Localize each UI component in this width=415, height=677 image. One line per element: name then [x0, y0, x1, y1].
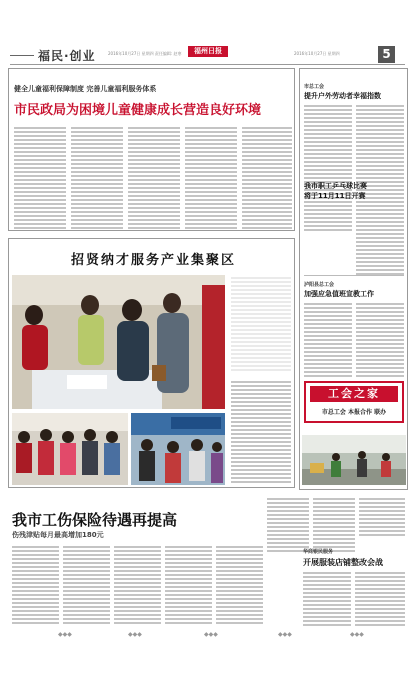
bottom-right-col-1	[303, 570, 351, 626]
right-story2-headline-2: 将于11月11日开赛	[304, 192, 366, 200]
bottom-body-col-6	[267, 496, 309, 554]
bottom-right-col-2	[355, 570, 405, 626]
recruit-story-box	[8, 238, 295, 488]
masthead-date-left: 2016年10月27日 星期四 责任编辑: 赵寒	[108, 51, 182, 56]
masthead-date-right: 2016年10月27日 星期四	[294, 51, 340, 56]
lead-kicker: 健全儿童福利保障制度 完善儿童福利服务体系	[14, 85, 157, 93]
right-story3-col-1	[304, 301, 352, 377]
lead-body-col-3	[128, 125, 180, 229]
right-column-box	[299, 68, 408, 490]
footer-diamond-icon: ◆◆◆	[128, 631, 142, 638]
right-story2-headline-1: 我市职工乒乓球比赛	[304, 182, 367, 190]
union-brand-title: 工会之家	[310, 386, 398, 402]
right-story1-col-1	[304, 103, 352, 233]
union-brand-box	[304, 381, 404, 423]
right-story3-headline: 加强应急值班宣教工作	[304, 290, 374, 298]
footer-diamond-icon: ◆◆◆	[350, 631, 364, 638]
bottom-right-kicker: 华商银民服务	[303, 549, 334, 555]
bottom-body-col-1	[12, 544, 59, 624]
lead-body-col-5	[242, 125, 292, 229]
recruit-sidebar-text	[231, 275, 291, 371]
bottom-body-col-3	[114, 544, 161, 624]
bottom-subhead: 伤残津贴每月最高增加180元	[12, 531, 104, 539]
masthead-divider	[10, 64, 405, 65]
right-story2-col-2	[356, 203, 404, 275]
recruit-photo-booth-image	[131, 413, 225, 485]
right-story1-kicker: 市总工会	[304, 84, 325, 90]
lead-body-col-4	[185, 125, 237, 229]
right-story3-col-2	[356, 301, 404, 377]
recruit-main-photo	[12, 275, 225, 409]
bottom-headline: 我市工伤保险待遇再提高	[12, 511, 178, 529]
right-outdoor-photo	[302, 435, 406, 485]
right-col-divider	[304, 275, 404, 276]
bottom-right-headline: 开展服装店铺整改会战	[303, 558, 383, 567]
masthead-rule-left	[10, 55, 34, 56]
bottom-body-col-5	[216, 544, 263, 624]
right-outdoor-photo-image	[302, 435, 406, 485]
section-title: 福民·创业	[38, 49, 96, 63]
union-brand-subtitle: 市总工会 本报合作 联办	[321, 409, 387, 416]
bottom-body-col-7	[313, 496, 355, 554]
page-number: 5	[378, 46, 395, 63]
recruit-photo-booth	[131, 413, 225, 485]
footer-diamond-icon: ◆◆◆	[58, 631, 72, 638]
lead-headline: 市民政局为困境儿童健康成长营造良好环境	[14, 103, 262, 118]
bottom-body-col-8	[359, 496, 405, 538]
recruit-main-photo-image	[12, 275, 225, 409]
paper-logo: 福州日报	[188, 46, 228, 57]
footer-diamond-icon: ◆◆◆	[278, 631, 292, 638]
lead-story-box	[8, 68, 295, 231]
right-story1-headline: 提升户外劳动者幸福指数	[304, 92, 381, 100]
recruit-photo-crowd-image	[12, 413, 128, 485]
lead-body-col-2	[71, 125, 123, 229]
recruit-headline: 招贤纳才服务产业集聚区	[71, 253, 237, 268]
footer-diamond-icon: ◆◆◆	[204, 631, 218, 638]
recruit-photo-crowd	[12, 413, 128, 485]
recruit-caption-text	[231, 379, 291, 483]
bottom-body-col-4	[165, 544, 212, 624]
bottom-body-col-2	[63, 544, 110, 624]
right-story3-kicker: 泸阳县总工会	[304, 282, 335, 288]
lead-body-col-1	[14, 125, 66, 229]
